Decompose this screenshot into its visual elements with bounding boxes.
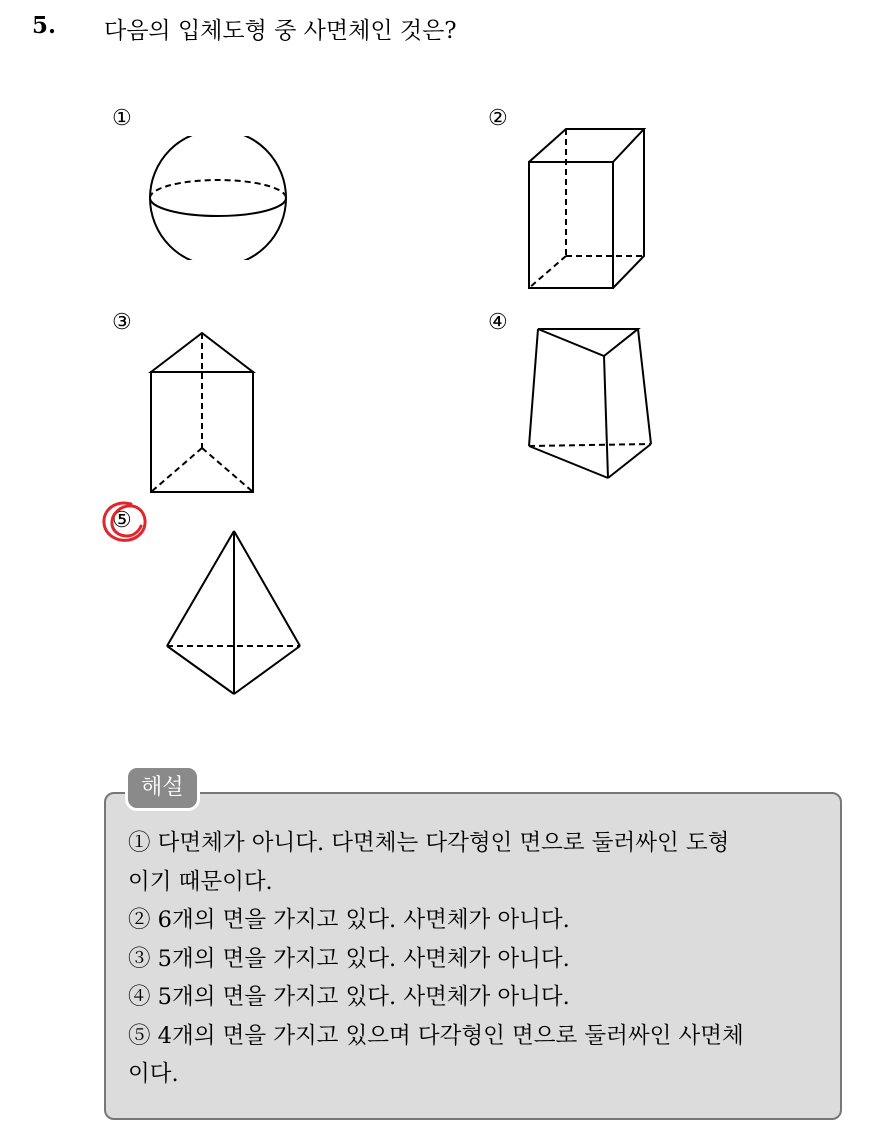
tetrahedron-icon: [164, 528, 304, 698]
sphere-icon: [148, 136, 292, 260]
choice-5-label[interactable]: ⑤: [112, 508, 132, 533]
rectangular-prism-icon: [526, 126, 648, 292]
choice-4-label[interactable]: ④: [488, 310, 508, 335]
question-number: 5.: [32, 12, 57, 39]
choice-1-label[interactable]: ①: [112, 106, 132, 131]
explanation-line: 이다.: [128, 1061, 179, 1087]
explanation-line: ① 다면체가 아니다. 다면체는 다각형인 면으로 둘러싸인 도형: [128, 830, 730, 856]
explanation-line: ④ 5개의 면을 가지고 있다. 사면체가 아니다.: [128, 984, 570, 1010]
explanation-body: [128, 824, 828, 1094]
explanation-line: 이기 때문이다.: [128, 868, 273, 895]
explanation-line: ③ 5개의 면을 가지고 있다. 사면체가 아니다.: [128, 945, 570, 972]
choice-2-label[interactable]: ②: [488, 106, 508, 131]
truncated-triangular-prism-icon: [526, 326, 656, 480]
question-text: 다음의 입체도형 중 사면체인 것은?: [104, 18, 457, 44]
correct-answer-mark-icon: [101, 500, 149, 544]
explanation-line: ⑤ 4개의 면을 가지고 있으며 다각형인 면으로 둘러싸인 사면체: [128, 1022, 744, 1049]
explanation-line: ② 6개의 면을 가지고 있다. 사면체가 아니다.: [128, 907, 570, 933]
explanation-tag: 해설: [128, 768, 197, 808]
explanation-box: [104, 792, 842, 1120]
choice-3-label[interactable]: ③: [112, 310, 132, 335]
triangular-prism-icon: [148, 330, 258, 496]
